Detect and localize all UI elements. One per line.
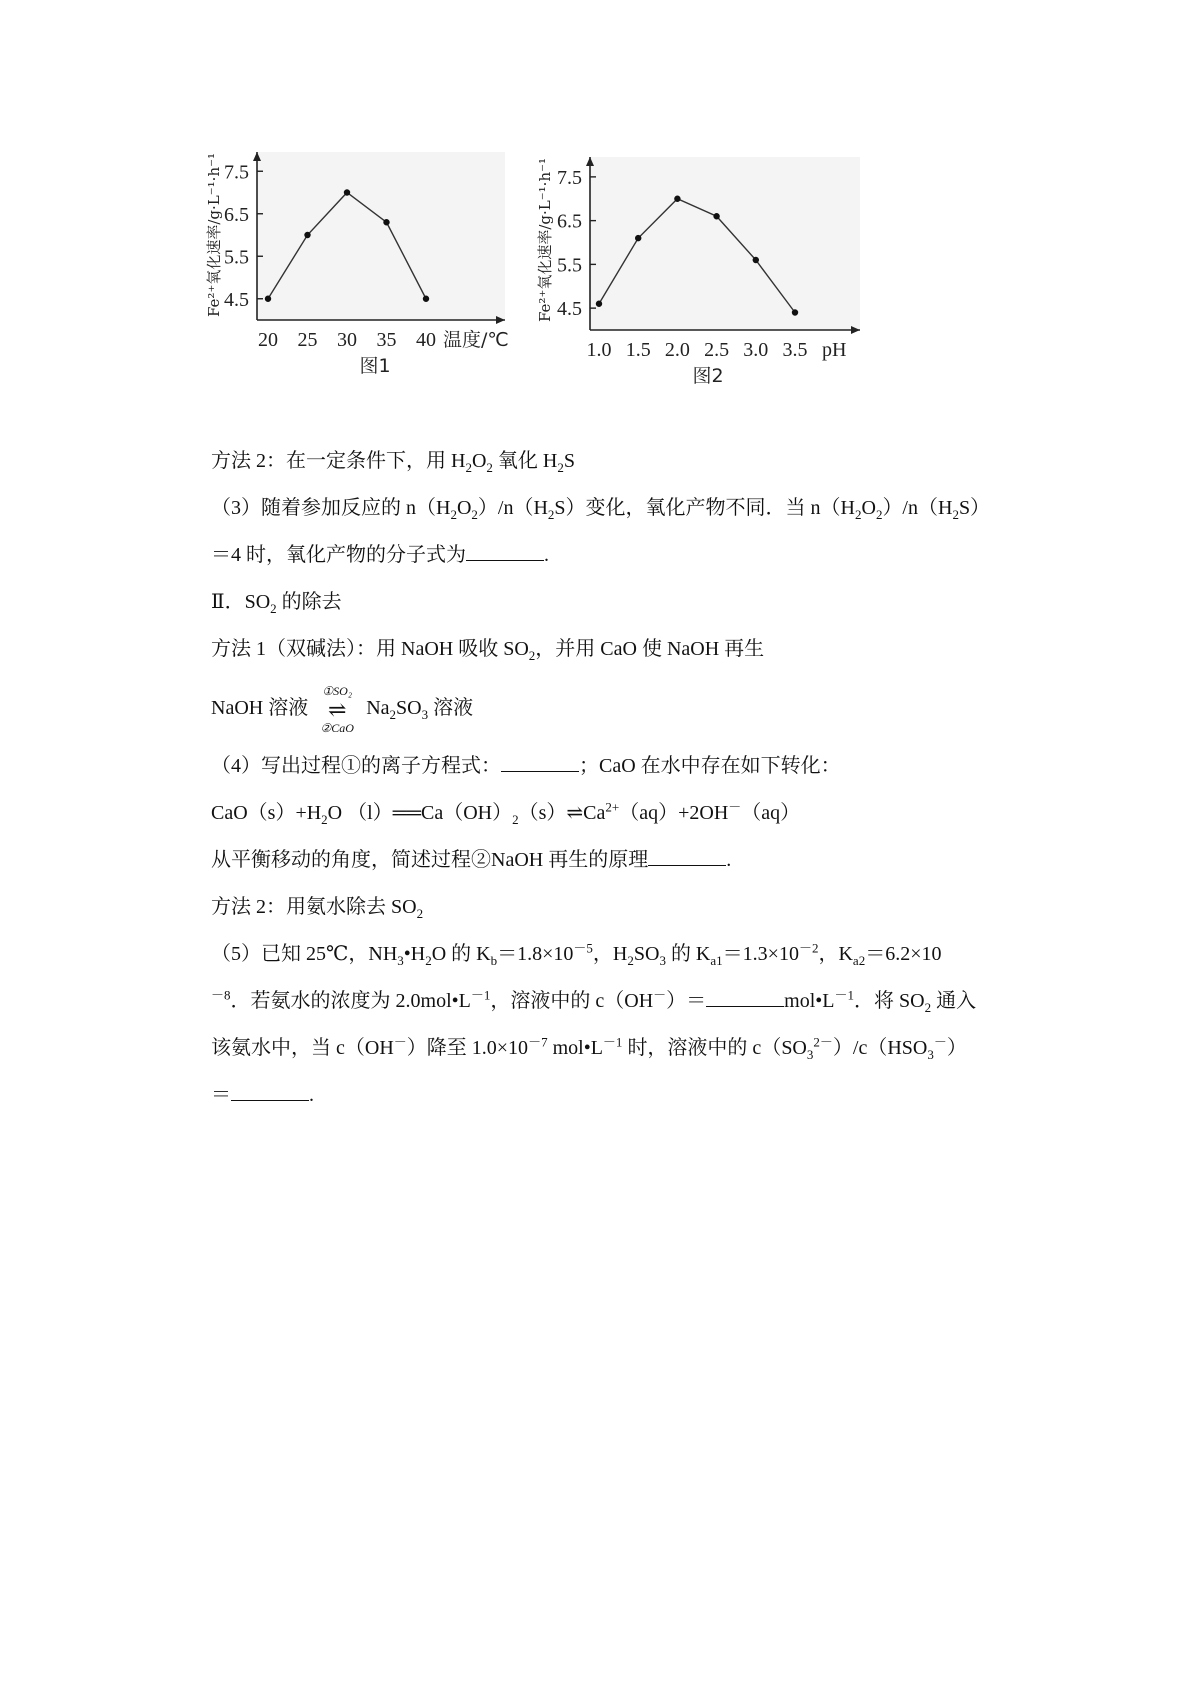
subscript: 2	[854, 507, 862, 522]
x-tick-label: 3.0	[743, 339, 769, 361]
text: O 的 K	[431, 943, 491, 965]
text: ，溶液中的 c（OH	[490, 990, 654, 1012]
subscript: 2	[486, 460, 493, 475]
subscript: 2	[557, 460, 564, 475]
plot-background	[257, 152, 505, 320]
question-3-line2	[211, 532, 1041, 579]
subscript: 3	[806, 1047, 814, 1062]
subscript: 2	[924, 1000, 932, 1015]
subscript: 2	[952, 507, 959, 522]
plot-background	[590, 157, 860, 330]
y-tick-label: 4.5	[557, 298, 582, 321]
subscript: 2	[471, 507, 478, 522]
x-axis-label: 温度/℃	[443, 329, 509, 351]
superscript: －	[393, 1034, 407, 1050]
superscript: －1	[470, 987, 491, 1003]
chart-ph	[536, 155, 940, 425]
text: （4）写出过程①的离子方程式：	[211, 755, 501, 777]
subscript: 2	[465, 460, 472, 475]
text: （s）⇌Ca	[518, 802, 606, 824]
text: .	[726, 849, 732, 871]
y-tick-label: 4.5	[224, 288, 249, 311]
data-point	[753, 257, 759, 263]
subscript: a1	[710, 953, 723, 968]
text: 方法 2：用氨水除去 SO	[211, 896, 417, 918]
data-point	[304, 232, 310, 238]
section-2-heading	[211, 579, 1041, 626]
text: mol•L	[784, 990, 835, 1012]
x-tick-label: 30	[337, 329, 357, 351]
text: S）变化，氧化产物不同．当 n（H	[554, 497, 855, 519]
subscript: 2	[450, 507, 457, 522]
text: NaOH 溶液	[211, 697, 309, 719]
x-tick-label: 40	[416, 329, 436, 351]
text: S）	[958, 497, 991, 519]
x-axis-label: pH	[822, 339, 847, 361]
text: 从平衡移动的角度，简述过程②NaOH 再生的原理	[211, 849, 649, 871]
text: 的 K	[665, 943, 711, 965]
text: ）	[946, 1037, 967, 1059]
text: O	[456, 497, 472, 519]
y-tick-label: 6.5	[224, 203, 249, 226]
text: 氧化 H	[492, 450, 558, 472]
text: ＝1.8×10	[497, 943, 574, 965]
answer-blank[interactable]	[231, 1080, 309, 1101]
text: .	[309, 1084, 314, 1106]
x-tick-label: 2.5	[704, 339, 730, 361]
answer-blank[interactable]	[501, 751, 579, 772]
text: ）/n（H	[882, 497, 953, 519]
arrow-bottom-label: ②CaO	[320, 720, 354, 735]
text: 溶液	[428, 697, 474, 719]
subscript: 3	[397, 953, 404, 968]
data-point	[596, 301, 602, 307]
text: 时，溶液中的 c（SO	[622, 1037, 807, 1059]
text: 的除去	[276, 591, 342, 613]
subscript: 2	[528, 648, 536, 663]
superscript: －7	[528, 1034, 548, 1050]
subscript: 2	[416, 906, 424, 921]
answer-blank[interactable]	[466, 540, 544, 561]
text: ；CaO 在水中存在如下转化：	[579, 755, 841, 777]
question-4-line	[211, 743, 1041, 790]
text: （3）随着参加反应的 n（H	[211, 497, 451, 519]
question-5-line3	[211, 1025, 1041, 1072]
y-tick-label: 5.5	[224, 246, 249, 269]
x-tick-label: 35	[376, 329, 397, 351]
x-tick-label: 20	[258, 329, 278, 351]
superscript: －1	[602, 1034, 623, 1050]
text: O	[471, 450, 487, 472]
cao-equation	[211, 790, 1041, 837]
y-axis-label: Fe²⁺氧化速率/g·L⁻¹·h⁻¹	[205, 152, 223, 318]
data-point	[635, 235, 641, 241]
question-5-line2	[211, 978, 1041, 1025]
text: Ⅱ．SO	[211, 591, 271, 613]
reversible-arrow	[308, 683, 366, 735]
text: ）＝	[666, 990, 707, 1012]
question-5-line4	[211, 1072, 1041, 1119]
data-point	[423, 296, 429, 302]
text: （aq）	[741, 802, 801, 824]
data-point	[713, 213, 719, 219]
subscript: b	[490, 953, 498, 968]
superscript: －	[728, 799, 742, 815]
text: ，K	[818, 943, 853, 965]
superscript: －1	[834, 987, 855, 1003]
text: S	[563, 450, 575, 472]
text: 方法 2：在一定条件下，用 H	[211, 450, 466, 472]
method2-ammonia-line	[211, 884, 1041, 931]
figure-caption: 图1	[359, 355, 391, 377]
text: CaO（s）+H	[211, 802, 322, 824]
x-tick-label: 1.0	[586, 339, 612, 361]
subscript: 2	[512, 812, 519, 827]
superscript: 2－	[813, 1034, 833, 1050]
subscript: 2	[425, 953, 432, 968]
text: ）降至 1.0×10	[406, 1037, 529, 1059]
data-point	[792, 309, 798, 315]
text: ，并用 CaO 使 NaOH 再生	[535, 638, 765, 660]
subscript: 2	[389, 707, 397, 722]
text: O （l）══Ca（OH）	[327, 802, 513, 824]
data-point	[383, 219, 389, 225]
subscript: 3	[927, 1047, 934, 1062]
y-axis-label: Fe²⁺氧化速率/g·L⁻¹·h⁻¹	[536, 157, 554, 323]
subscript: 2	[270, 601, 277, 616]
answer-blank[interactable]	[706, 986, 784, 1007]
text: ．若氨水的浓度为 2.0mol•L	[230, 990, 471, 1012]
y-tick-label: 5.5	[557, 254, 582, 277]
superscript: －5	[573, 940, 593, 956]
text: ＝6.2×10	[865, 943, 942, 965]
answer-blank[interactable]	[648, 845, 726, 866]
text: ．将 SO	[854, 990, 925, 1012]
text: （aq）+2OH	[619, 802, 729, 824]
x-tick-label: 3.5	[782, 339, 808, 361]
text: •H	[403, 943, 426, 965]
x-tick-label: 2.0	[664, 339, 690, 361]
text: 通入	[931, 990, 977, 1012]
superscript: －2	[798, 940, 819, 956]
text: 该氨水中，当 c（OH	[211, 1037, 394, 1059]
equilibrium-arrow-icon: ⇌	[328, 696, 347, 722]
text: ＝4 时，氧化产物的分子式为	[211, 544, 466, 566]
superscript: －	[933, 1034, 947, 1050]
text: SO	[633, 943, 660, 965]
reaction-scheme	[211, 673, 1041, 743]
data-point	[674, 196, 680, 202]
subscript: 2	[547, 507, 555, 522]
superscript: 2+	[605, 799, 620, 815]
chart-temperature	[205, 150, 550, 420]
method2-h2o2-line	[211, 438, 1041, 485]
data-point	[344, 189, 350, 195]
chart-temperature-svg	[205, 150, 550, 420]
question-5-line1	[211, 931, 1041, 978]
figure-caption: 图2	[692, 365, 724, 387]
arrow-top-label: ①SO₂	[322, 683, 353, 698]
balance-line	[211, 837, 1041, 884]
y-tick-label: 7.5	[557, 166, 582, 189]
subscript: 3	[421, 707, 429, 722]
method1-line	[211, 626, 1041, 673]
y-tick-label: 6.5	[557, 210, 582, 233]
subscript: 3	[659, 953, 666, 968]
question-text	[211, 438, 1041, 1119]
text: ＝1.3×10	[722, 943, 799, 965]
text: mol•L	[547, 1037, 603, 1059]
superscript: －	[653, 987, 667, 1003]
text: Na	[366, 697, 390, 719]
y-tick-label: 7.5	[224, 161, 249, 184]
subscript: 2	[875, 507, 883, 522]
x-tick-label: 25	[297, 329, 318, 351]
chart-ph-svg	[536, 155, 940, 425]
text: ）/n（H	[477, 497, 548, 519]
text: SO	[396, 697, 422, 719]
data-point	[265, 296, 271, 302]
question-3-line1	[211, 485, 1041, 532]
subscript: 2	[627, 953, 634, 968]
text: 方法 1（双碱法）：用 NaOH 吸收 SO	[211, 638, 529, 660]
text: ，H	[592, 943, 628, 965]
text: ）/c（HSO	[832, 1037, 928, 1059]
x-tick-label: 1.5	[625, 339, 651, 361]
text: O	[861, 497, 876, 519]
subscript: 2	[321, 812, 328, 827]
text: .	[544, 544, 549, 566]
subscript: a2	[852, 953, 866, 968]
text: （5）已知 25℃，NH	[211, 943, 398, 965]
superscript: －8	[211, 987, 231, 1003]
text: ＝	[211, 1084, 231, 1106]
